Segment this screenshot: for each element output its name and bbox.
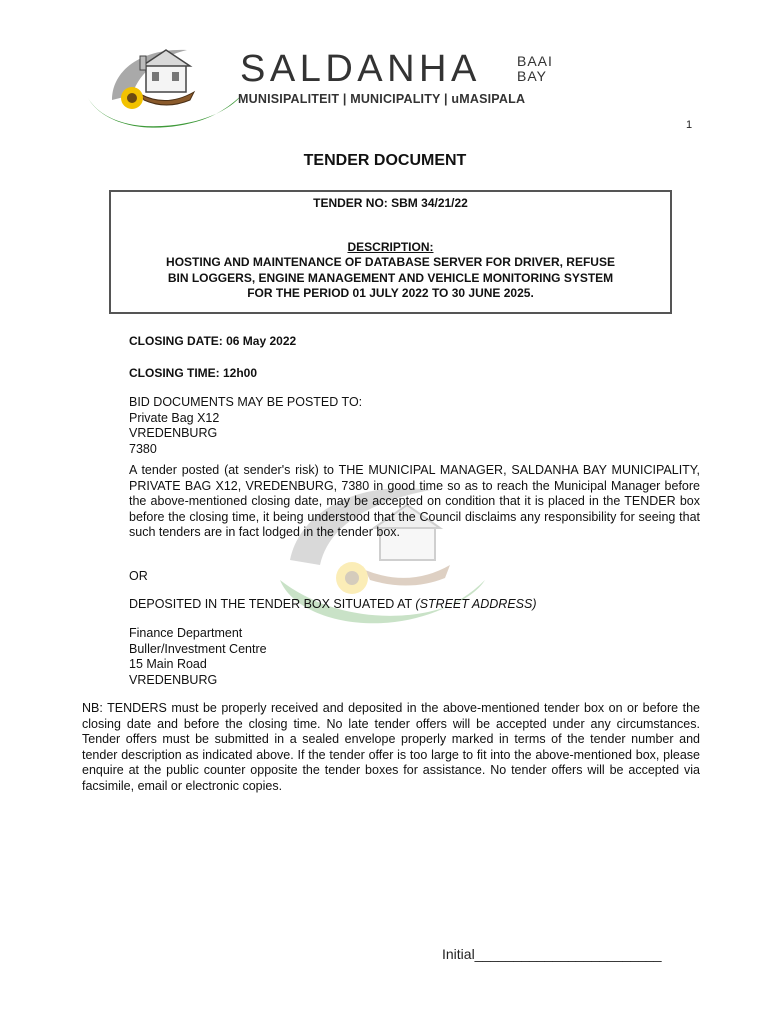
- postal-heading: BID DOCUMENTS MAY BE POSTED TO:: [129, 395, 363, 409]
- nb-paragraph: NB: TENDERS must be properly received and deposited in the above-mentioned tender box on or before the closing date and before the closing time. No late tender offers will be accepted under any circumstances. Tender offers must be submitted in a sealed envelope properly marked in terms of the tender number and tender description as indicated above. If the tender offer is too large to fit into the above-mentioned box, please enquire at the public counter opposite the tender boxes for assistance. No tender offers will be accepted via facsimile, email or electronic copies.: [82, 701, 700, 793]
- or-separator: OR: [129, 569, 148, 583]
- brand-baai: BAAI: [517, 53, 553, 69]
- description-line: FOR THE PERIOD 01 JULY 2022 TO 30 JUNE 2025.: [247, 286, 534, 300]
- deposit-address-block: [129, 626, 700, 688]
- postal-line: VREDENBURG: [129, 426, 218, 440]
- sunflower-icon: [121, 87, 143, 109]
- document-title: TENDER DOCUMENT: [303, 152, 467, 169]
- description-heading: DESCRIPTION:: [347, 240, 434, 254]
- description-line: HOSTING AND MAINTENANCE OF DATABASE SERVER FOR DRIVER, REFUSE: [166, 255, 615, 269]
- brand-subtitle: MUNISIPALITEIT | MUNICIPALITY | uMASIPALA: [238, 92, 526, 106]
- description-line: BIN LOGGERS, ENGINE MANAGEMENT AND VEHICLE MONITORING SYSTEM: [167, 270, 614, 285]
- closing-time: CLOSING TIME: 12h00: [129, 366, 258, 380]
- tender-info-box: [109, 190, 672, 314]
- deposit-line: Finance Department: [129, 626, 243, 640]
- postal-address-block: [129, 395, 700, 457]
- closing-date: CLOSING DATE: 06 May 2022: [129, 334, 297, 348]
- saldanha-bay-logo: [82, 40, 242, 135]
- deposit-heading-italic: (STREET ADDRESS): [415, 597, 537, 611]
- postal-line: Private Bag X12: [129, 410, 220, 425]
- deposit-line: Buller/Investment Centre: [129, 641, 267, 656]
- deposit-heading: [129, 597, 700, 613]
- page-number: 1: [686, 119, 693, 131]
- postal-line: 7380: [129, 441, 157, 456]
- logo-swoosh: [88, 95, 242, 128]
- tender-number: TENDER NO: SBM 34/21/22: [313, 196, 468, 210]
- tender-posting-paragraph: A tender posted (at sender's risk) to THE MUNICIPAL MANAGER, SALDANHA BAY MUNICIPALITY, PRIVATE BAG X12, VREDENBURG, 7380 in good time so as to reach the Municipal Manager before the above-mentioned closing date, may be accepted on condition that it is placed in the TENDER box before the closing time, it being understood that the Council disclaims any responsibility for seeing that such tenders are in fact lodged in the tender box.: [129, 463, 700, 539]
- deposit-line: 15 Main Road: [129, 657, 207, 671]
- deposit-heading-text: DEPOSITED IN THE TENDER BOX SITUATED AT: [129, 597, 412, 611]
- deposit-line: VREDENBURG: [129, 672, 218, 687]
- description-body: [121, 255, 660, 302]
- brand-name: SALDANHA: [240, 48, 481, 90]
- initial-signature-line: Initial________________________: [442, 946, 662, 962]
- brand-bay: BAY: [517, 68, 547, 84]
